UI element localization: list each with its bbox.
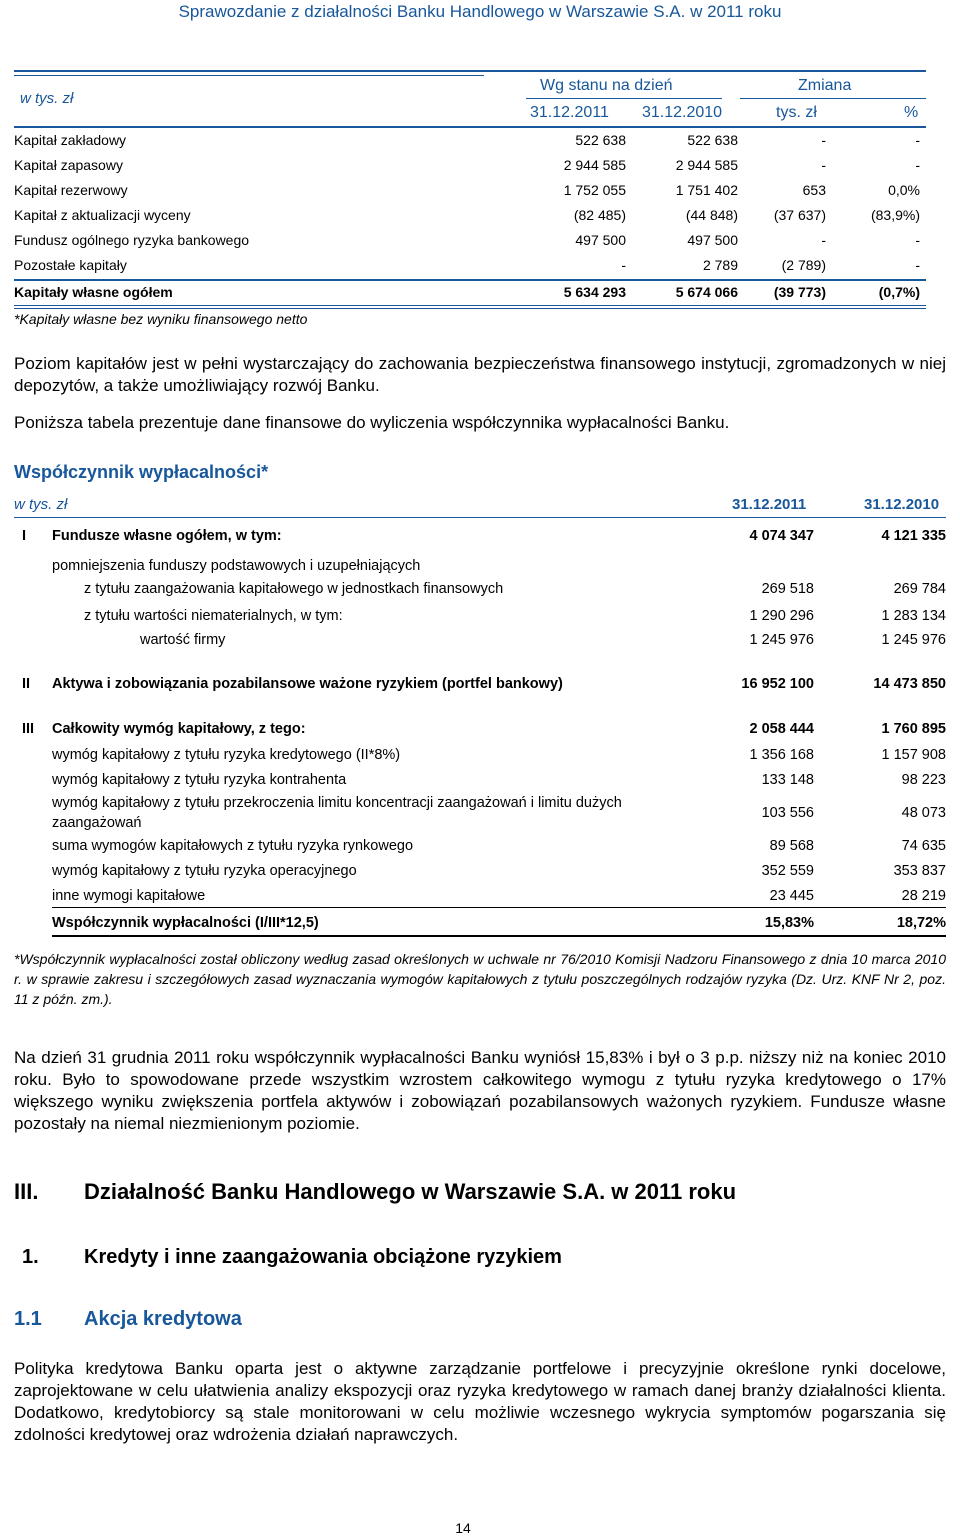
solvency-header-rule [14, 517, 946, 518]
table-top-rule-left [14, 75, 484, 76]
section-1-1-number: 1.1 [14, 1308, 42, 1330]
page-header [0, 0, 960, 30]
paragraph-solvency-summary: Na dzień 31 grudnia 2011 roku współczynnik wypłacalności Banku wyniósł 15,83% i był o 3 p.p. niższy niż na koniec 2010 roku. Było to spowodowane przede wszystkim wzrostem całkowitego wymogu z tytułu ryzyka kredytowego o 17% większego wyniku zwiększenia portfela aktywów i zobowiązań pozabilansowych ważonych ryzykiem. Fundusze własne pozostały na niemal niezmienionym poziomie. [14, 1048, 946, 1133]
capital-unit-label: w tys. zł [20, 90, 74, 107]
document-title: Sprawozdanie z działalności Banku Handlowego w Warszawie S.A. w 2011 roku [178, 2, 782, 21]
solvency-unit-label: w tys. zł [14, 496, 68, 513]
section-1-number: 1. [22, 1246, 39, 1268]
solvency-col-2010: 31.12.2010 [864, 496, 940, 513]
section-1-1-title: Akcja kredytowa [84, 1308, 242, 1330]
total-bottom-rule [14, 305, 926, 306]
capital-col-2010: 31.12.2010 [642, 104, 723, 121]
paragraph-table-intro: Poniższa tabela prezentuje dane finansowe do wyliczenia współczynnika wypłacalności Banku. [14, 413, 730, 432]
section-1-title: Kredyty i inne zaangażowania obciążone ryzykiem [84, 1246, 562, 1268]
table-row: Kapitał z aktualizacji wyceny (82 485) (44 848) (37 637) (83,9%) [14, 207, 920, 223]
solvency-total-top-rule [52, 907, 946, 908]
section-3-number: III. [14, 1179, 39, 1204]
solvency-title: Współczynnik wypłacalności* [14, 462, 269, 482]
capital-col-change-pct: % [904, 104, 919, 121]
capital-group-header: Wg stanu na dzień [540, 77, 673, 94]
capital-change-header: Zmiana [798, 77, 852, 94]
table-row: Fundusz ogólnego ryzyka bankowego 497 500 497 500 - - [14, 232, 920, 248]
table-top-rule [14, 70, 926, 72]
capital-footnote: *Kapitały własne bez wyniku finansowego netto [14, 311, 308, 327]
solvency-footnote: *Współczynnik wypłacalności został obliczony według zasad określonych w uchwale nr 76/2010 Komisji Nadzoru Finansowego z dnia 10 marca 2010 r. w sprawie zakresu i szczegółowych zasad wyznaczania wymogów kapitałowych z tytułu poszczególnych rodzajów ryzyka (Dz. Urz. KNF Nr 2, poz. 11 z późn. zm.). [14, 951, 946, 1007]
table-row: Kapitał rezerwowy 1 752 055 1 751 402 653 0,0% [14, 182, 920, 198]
paragraph-credit-policy: Polityka kredytowa Banku oparta jest o aktywne zarządzanie portfelowe i precyzyjnie określone rynki docelowe, zaprojektowane w celu ułatwienia analizy ekspozycji oraz ryzyka kredytowego w ramach danej branży działalności klienta. Dodatkowo, kredytobiorcy są stale monitorowani w celu możliwie wczesnego wykrycia symptomów pogarszania się zdolności kredytowej oraz wdrożenia działań naprawczych. [14, 1359, 946, 1444]
paragraph-capital-level: Poziom kapitałów jest w pełni wystarczający do zachowania bezpieczeństwa finansowego instytucji, zgromadzonych w niej depozytów, a także umożliwiający rozwój Banku. [14, 354, 946, 395]
capital-col-change-abs: tys. zł [776, 104, 817, 121]
total-row: Kapitały własne ogółem 5 634 293 5 674 066 (39 773) (0,7%) [14, 284, 920, 300]
table-row: Kapitał zakładowy 522 638 522 638 - - [14, 132, 920, 148]
page-number: 14 [455, 1520, 471, 1536]
solvency-total-bottom-rule [52, 935, 946, 937]
change-underline [740, 98, 926, 99]
group-underline [526, 98, 722, 99]
section-3-title: Działalność Banku Handlowego w Warszawie S.A. w 2011 roku [84, 1179, 737, 1204]
solvency-col-2011: 31.12.2011 [732, 496, 807, 513]
table-row: Pozostałe kapitały - 2 789 (2 789) - [14, 257, 920, 273]
table-row: Kapitał zapasowy 2 944 585 2 944 585 - - [14, 157, 920, 173]
capital-col-2011: 31.12.2011 [530, 104, 609, 121]
